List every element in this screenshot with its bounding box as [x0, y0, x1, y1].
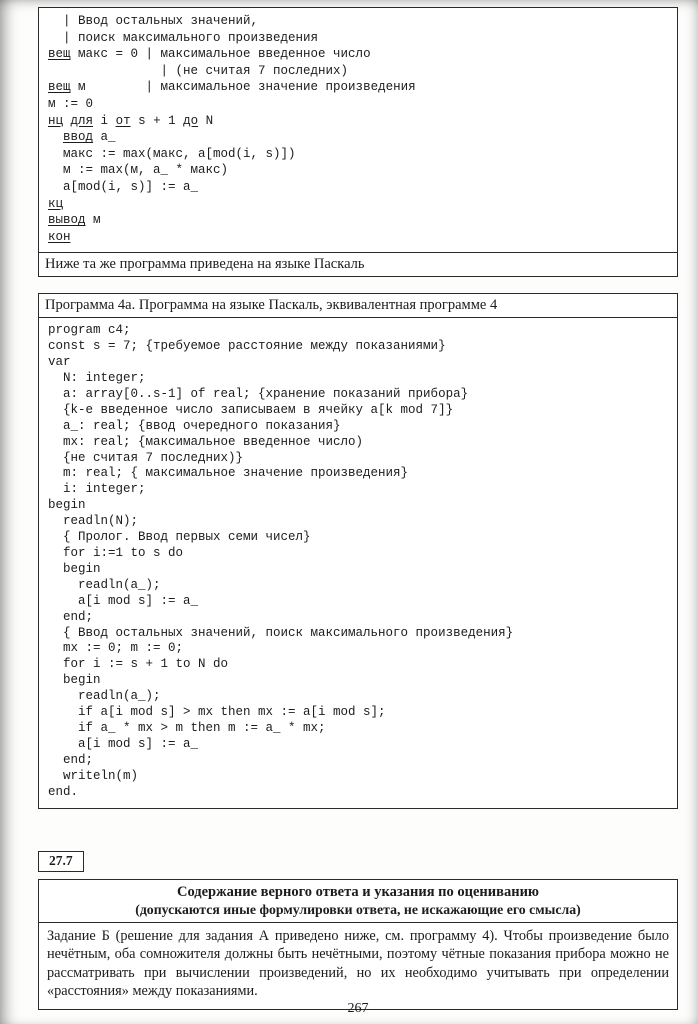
code-line [48, 641, 671, 657]
code-text: writeln(m) [48, 768, 139, 783]
pascal-program-box [38, 293, 678, 808]
code-line [48, 785, 671, 801]
code-text: макс := max(макс, a[mod(i, s)]) [48, 146, 296, 161]
algorithm-code-block [39, 8, 677, 252]
code-text: readln(N); [48, 514, 139, 529]
code-text: N: integer; [48, 371, 146, 386]
code-line [48, 594, 671, 610]
code-text: a_: real; {ввод очередного показания} [48, 418, 341, 433]
code-line [48, 451, 671, 467]
code-line [48, 179, 671, 196]
code-keyword: от [115, 113, 131, 128]
code-line [48, 146, 671, 163]
answer-body-text: Задание Б (решение для задания А приведено ниже, см. программу 4). Чтобы произведение было нечётным, оба сомножителя должны быть нечётными, поэтому чётные показания прибора можно не рассматривать при вычислении произведений, но их необходимо учитывать при определении «расстояния» между показаниями. [47, 927, 669, 1000]
code-text: м := max(м, а_ * макс) [48, 163, 229, 178]
code-text: readln(a_); [48, 577, 161, 592]
pascal-box-header: Программа 4а. Программа на языке Паскаль, эквивалентная программе 4 [39, 294, 677, 318]
code-line [48, 129, 671, 146]
code-text: if a[i mod s] > mx then mx := a[i mod s]; [48, 705, 386, 720]
code-line [48, 737, 671, 753]
code-line [48, 79, 671, 96]
code-text: for i:=1 to s do [48, 546, 184, 560]
code-text: end. [48, 784, 79, 799]
code-text: a[mod(i, s)] := а_ [48, 179, 199, 194]
code-line [48, 371, 671, 387]
answer-subtitle: (допускаются иные формулировки ответа, не искажающие его смысла) [135, 901, 581, 917]
section-number: 27.7 [38, 851, 84, 872]
code-line [48, 689, 671, 705]
code-line [48, 657, 671, 673]
code-text: const s = 7; {требуемое расстояние между показаниями} [48, 339, 446, 354]
answer-box [38, 879, 678, 1010]
code-line [48, 753, 671, 769]
code-keyword: вещ [48, 80, 71, 95]
code-text [48, 130, 63, 144]
code-text: {k-е введенное число записываем в ячейку a[k mod 7]} [48, 402, 454, 417]
code-text: m: real; { максимальное значение произведения} [48, 466, 409, 481]
pascal-code-block [39, 318, 677, 807]
code-keyword: нц [48, 113, 64, 128]
code-text: begin [48, 498, 86, 513]
code-text: i [93, 113, 116, 128]
code-keyword: вещ [48, 47, 71, 62]
code-text: begin [48, 561, 101, 576]
code-text: м := 0 [48, 96, 94, 111]
code-line [48, 229, 671, 246]
code-text: | поиск максимального произведения [48, 30, 319, 45]
code-line [48, 721, 671, 737]
code-line [48, 435, 671, 451]
code-text: a[i mod s] := a_ [48, 593, 199, 608]
code-keyword: до [183, 113, 199, 128]
code-keyword: кц [48, 196, 64, 211]
answer-title: Содержание верного ответа и указания по оцениванию [176, 883, 540, 900]
code-text [63, 114, 71, 128]
answer-box-header [39, 880, 677, 923]
code-text: end; [48, 609, 94, 624]
code-line [48, 705, 671, 721]
code-line [48, 578, 671, 594]
code-text: { Пролог. Ввод первых семи чисел} [48, 530, 311, 545]
code-keyword: для [70, 113, 94, 128]
code-line [48, 626, 671, 642]
code-line [48, 546, 671, 562]
code-text: | Ввод остальных значений, [48, 14, 259, 28]
code-text: м | максимальное значение произведения [70, 80, 416, 95]
code-line [48, 769, 671, 785]
code-line [48, 196, 671, 213]
code-line [48, 212, 671, 229]
code-text: м [85, 213, 101, 228]
code-text: а_ [93, 130, 116, 145]
code-text: mx := 0; m := 0; [48, 641, 184, 656]
code-line [48, 530, 671, 546]
page-number: 267 [347, 1001, 369, 1016]
code-line [48, 339, 671, 355]
code-text: for i := s + 1 to N do [48, 657, 229, 672]
code-line [48, 96, 671, 113]
code-text: s + 1 [130, 113, 184, 128]
code-line [48, 63, 671, 80]
code-line [48, 514, 671, 530]
code-text: end; [48, 752, 94, 767]
code-text: var [48, 355, 71, 370]
code-text: {не считая 7 последних)} [48, 450, 244, 465]
code-keyword: ввод [63, 130, 94, 145]
code-line [48, 482, 671, 498]
code-line [48, 562, 671, 578]
code-line [48, 323, 671, 339]
code-line [48, 403, 671, 419]
code-line [48, 46, 671, 63]
code-keyword: кон [48, 229, 71, 244]
code-line [48, 30, 671, 47]
code-text: readln(a_); [48, 689, 161, 704]
code-text: { Ввод остальных значений, поиск максимального произведения} [48, 625, 514, 640]
code-line [48, 355, 671, 371]
code-line [48, 466, 671, 482]
code-keyword: вывод [48, 213, 86, 228]
code-text: i: integer; [48, 482, 146, 497]
code-line [48, 387, 671, 403]
code-text: begin [48, 673, 101, 688]
code-line [48, 498, 671, 514]
code-text: макс = 0 | максимальное введенное число [70, 47, 371, 62]
code-line [48, 162, 671, 179]
code-text: program c4; [48, 323, 131, 338]
code-text: | (не считая 7 последних) [48, 63, 349, 78]
algorithm-box [38, 7, 678, 277]
code-text: if a_ * mx > m then m := a_ * mx; [48, 720, 326, 735]
code-line [48, 13, 671, 30]
code-text: N [198, 113, 214, 128]
code-line [48, 673, 671, 689]
code-text: mx: real; {максимальное введенное число) [48, 434, 364, 449]
code-text: a: array[0..s-1] of real; {хранение показаний прибора} [48, 386, 469, 401]
code-line [48, 113, 671, 130]
code-line [48, 419, 671, 435]
code-line [48, 610, 671, 626]
code-text: a[i mod s] := a_ [48, 736, 199, 751]
algorithm-box-footer: Ниже та же программа приведена на языке Паскаль [39, 252, 677, 276]
